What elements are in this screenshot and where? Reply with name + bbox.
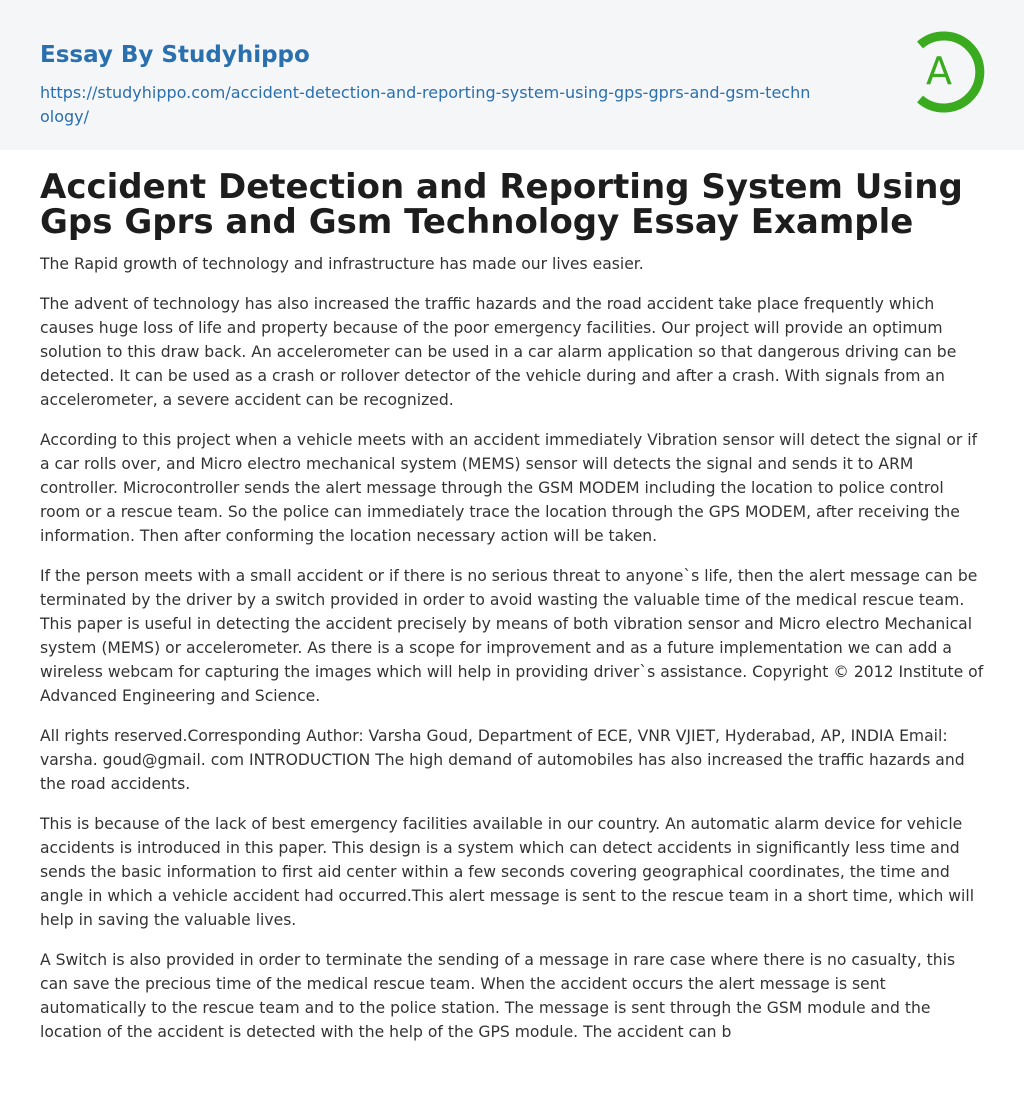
article-paragraph: The advent of technology has also increased the traffic hazards and the road accident take place frequently which causes huge loss of life and property because of the poor emergency facilities. Our project will provide an optimum solution to this draw back. An accelerometer can be used in a car alarm application so that dangerous driving can be detected. It can be used as a crash or rollover detector of the vehicle during and after a crash. With signals from an accelerometer, a severe accident can be recognized. [40, 295, 957, 409]
logo-letter: A [926, 49, 952, 93]
site-brand[interactable]: Essay By Studyhippo [40, 42, 310, 68]
article-paragraph: According to this project when a vehicle meets with an accident immediately Vibration sensor will detect the signal or if a car rolls over, and Micro electro mechanical system (MEMS) sensor will detects the signal and sends it to ARM controller. Microcontroller sends the alert message through the GSM MODEM including the location to police control room or a rescue team. So the police can immediately trace the location through the GPS MODEM, after receiving the information. Then after conforming the location necessary action will be taken. [40, 431, 978, 545]
article-paragraph: The Rapid growth of technology and infrastructure has made our lives easier. [40, 255, 644, 273]
source-url-link[interactable]: https://studyhippo.com/accident-detection-and-reporting-system-using-gps-gprs-and-gsm-technology/ [40, 83, 811, 126]
article-paragraph: If the person meets with a small accident or if there is no serious threat to anyone`s life, then the alert message can be terminated by the driver by a switch provided in order to avoid wasting the valuable time of the medical rescue team. This paper is useful in detecting the accident precisely by means of both vibration sensor and Micro electro Mechanical system (MEMS) or accelerometer. As there is a scope for improvement and as a future implementation we can add a wireless webcam for capturing the images which will help in providing driver`s assistance. Copyright © 2012 Institute of Advanced Engineering and Science. [40, 567, 984, 705]
article-body [40, 167, 985, 1060]
site-header [0, 0, 1024, 150]
studyhippo-logo-icon[interactable] [906, 27, 990, 117]
article-paragraph: All rights reserved.Corresponding Author: Varsha Goud, Department of ECE, VNR VJIET, Hyderabad, AP, INDIA Email: varsha. goud@gmail. com INTRODUCTION The high demand of automobiles has also increased the traffic hazards and the road accidents. [40, 727, 965, 793]
article-paragraph: A Switch is also provided in order to terminate the sending of a message in rare case where there is no casualty, this can save the precious time of the medical rescue team. When the accident occurs the alert message is sent automatically to the rescue team and to the police station. The message is sent through the GSM module and the location of the accident is detected with the help of the GPS module. The accident can b [40, 951, 956, 1041]
article-title: Accident Detection and Reporting System Using Gps Gprs and Gsm Technology Essay Example [40, 167, 963, 242]
article-paragraph: This is because of the lack of best emergency facilities available in our country. An automatic alarm device for vehicle accidents is introduced in this paper. This design is a system which can detect accidents in significantly less time and sends the basic information to first aid center within a few seconds covering geographical coordinates, the time and angle in which a vehicle accident had occurred.This alert message is sent to the rescue team in a short time, which will help in saving the valuable lives. [40, 815, 975, 929]
